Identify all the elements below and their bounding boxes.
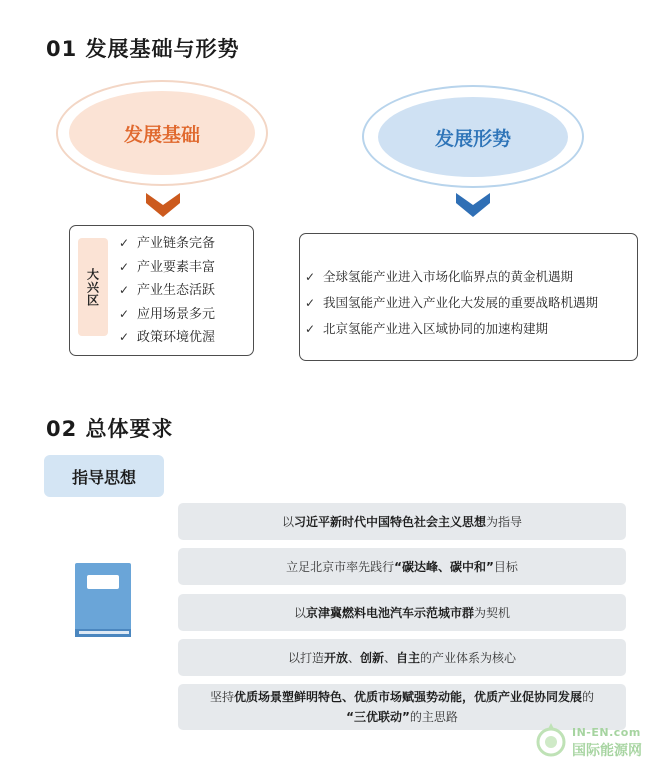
guiding-ideology-badge: 指导思想 [44, 455, 164, 497]
basis-box [69, 225, 254, 356]
list-item: ✓ 应用场景多元 [119, 303, 215, 327]
basis-ellipse: 发展基础 [69, 91, 255, 175]
situation-box [299, 233, 638, 361]
situation-list [305, 264, 598, 342]
list-item: ✓ 产业链条完备 [119, 232, 215, 256]
requirement-bar: 以京津冀燃料电池汽车示范城市群为契机 [178, 594, 626, 631]
situation-ellipse: 发展形势 [378, 97, 568, 177]
list-item: ✓ 全球氢能产业进入市场化临界点的黄金机遇期 [305, 264, 598, 290]
watermark-domain: IN-EN.com [572, 726, 641, 739]
section-title-basis: 01 发展基础与形势 [46, 37, 240, 61]
check-icon: ✓ [119, 283, 130, 297]
chevron-down-icon [146, 193, 180, 217]
basis-list [119, 232, 215, 350]
list-item: ✓ 产业生态活跃 [119, 279, 215, 303]
requirement-bar: 立足北京市率先践行“碳达峰、碳中和”目标 [178, 548, 626, 585]
requirement-bar: 以打造开放、创新、自主的产业体系为核心 [178, 639, 626, 676]
check-icon: ✓ [305, 296, 316, 310]
check-icon: ✓ [119, 306, 130, 321]
requirement-bar: 以习近平新时代中国特色社会主义思想为指导 [178, 503, 626, 540]
watermark-name: 国际能源网 [572, 743, 642, 759]
list-item: ✓ 我国氢能产业进入产业化大发展的重要战略机遇期 [305, 290, 598, 316]
check-icon: ✓ [305, 270, 316, 284]
chevron-down-icon [456, 193, 490, 217]
watermark [532, 718, 662, 764]
check-icon: ✓ [119, 236, 130, 250]
check-icon: ✓ [119, 330, 130, 344]
list-item: ✓ 北京氢能产业进入区域协同的加速构建期 [305, 316, 598, 342]
section-title-requirements: 02 总体要求 [46, 417, 174, 441]
check-icon: ✓ [305, 322, 316, 336]
check-icon: ✓ [119, 259, 130, 274]
requirement-bar: 坚持优质场景塑鲜明特色、优质市场赋强势动能，优质产业促协同发展的 “三优联动”的主思路 [178, 684, 626, 730]
watermark-logo-icon [532, 720, 570, 760]
district-label: 大兴区 [78, 238, 108, 336]
book-icon [71, 563, 135, 639]
list-item: ✓ 产业要素丰富 [119, 256, 215, 280]
list-item: ✓ 政策环境优渥 [119, 326, 215, 350]
